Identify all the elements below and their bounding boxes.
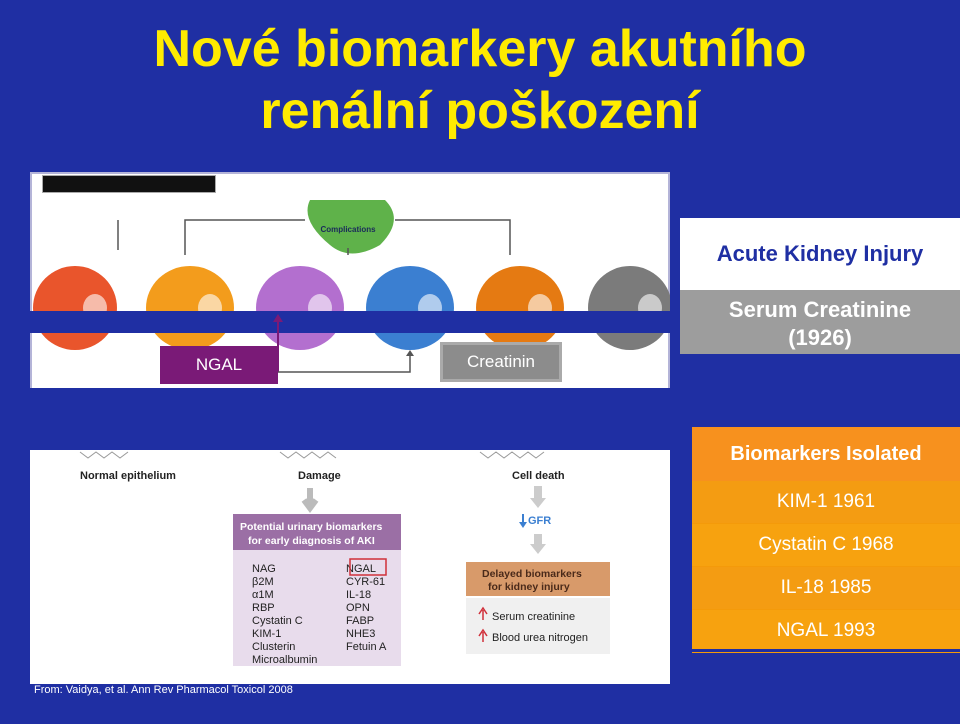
serum-line-1: Serum Creatinine: [728, 297, 912, 322]
delayed-header-line-1: Delayed biomarkers: [482, 568, 582, 580]
delayed-header-line-2: for kidney injury: [488, 581, 570, 593]
potential-biomarker-item: NHE3: [346, 628, 376, 640]
aki-box: Acute Kidney Injury: [680, 218, 960, 290]
gfr-label: GFR: [528, 515, 552, 527]
potential-biomarker-item: NAG: [252, 563, 276, 575]
potential-biomarker-item: Clusterin: [252, 641, 296, 653]
potential-biomarker-item: FABP: [346, 615, 375, 627]
potential-header-line-1: Potential urinary biomarkers: [240, 521, 383, 533]
potential-header-line-2: for early diagnosis of AKI: [248, 535, 375, 547]
potential-biomarker-item: Microalbumin: [252, 654, 318, 666]
potential-biomarker-item: Cystatin C: [252, 615, 303, 627]
progression-arrows: [270, 312, 450, 376]
biomarker-row: KIM-1 1961: [692, 481, 960, 524]
biomarker-row: IL-18 1985: [692, 567, 960, 610]
biomarker-row: NGAL 1993: [692, 610, 960, 653]
title-line-1: Nové biomarkery akutního: [153, 20, 807, 78]
potential-biomarker-item: β2M: [252, 576, 274, 588]
biomarkers-list: [692, 481, 960, 649]
potential-biomarker-item: NGAL: [346, 563, 376, 575]
source-caption: From: Vaidya, et al. Ann Rev Pharmacol Toxicol 2008: [34, 684, 293, 696]
creatinin-label-box: Creatinin: [440, 342, 562, 382]
biomarker-panel: [30, 450, 670, 684]
kidney-gray-icon: [588, 266, 670, 350]
complications-kidney: [308, 200, 394, 254]
potential-biomarker-item: CYR-61: [346, 576, 386, 588]
delayed-item-2: Blood urea nitrogen: [492, 632, 589, 644]
stage-normal-label: Normal epithelium: [80, 470, 176, 482]
biomarkers-header: Biomarkers Isolated: [692, 427, 960, 481]
stage-damage-label: Damage: [298, 470, 341, 482]
slide-title: [0, 18, 960, 142]
potential-biomarker-item: RBP: [252, 602, 275, 614]
damage-down-arrow: [304, 488, 316, 508]
title-line-2: renální poškození: [260, 82, 700, 140]
delayed-item-1: Serum creatinine: [492, 611, 576, 623]
potential-biomarker-item: KIM-1: [252, 628, 282, 640]
potential-biomarker-item: IL-18: [346, 589, 372, 601]
serum-line-2: (1926): [788, 325, 852, 350]
potential-biomarker-item: α1M: [252, 589, 274, 601]
biomarker-row: Cystatin C 1968: [692, 524, 960, 567]
ngal-label-box: NGAL: [160, 346, 278, 384]
stage-death-label: Cell death: [512, 470, 565, 482]
potential-biomarker-item: OPN: [346, 602, 370, 614]
kidney-red-icon: [33, 266, 117, 350]
figure-gap: [30, 388, 670, 450]
serum-creatinine-box: [680, 290, 960, 354]
kidney-amber-icon: [476, 266, 564, 350]
potential-biomarker-item: Fetuin A: [346, 641, 387, 653]
kidney-orange-icon: [146, 266, 234, 350]
figure-header-bar: [42, 175, 216, 193]
complications-label: Complications: [320, 225, 376, 234]
biomarker-panel-graphic: [30, 450, 670, 684]
